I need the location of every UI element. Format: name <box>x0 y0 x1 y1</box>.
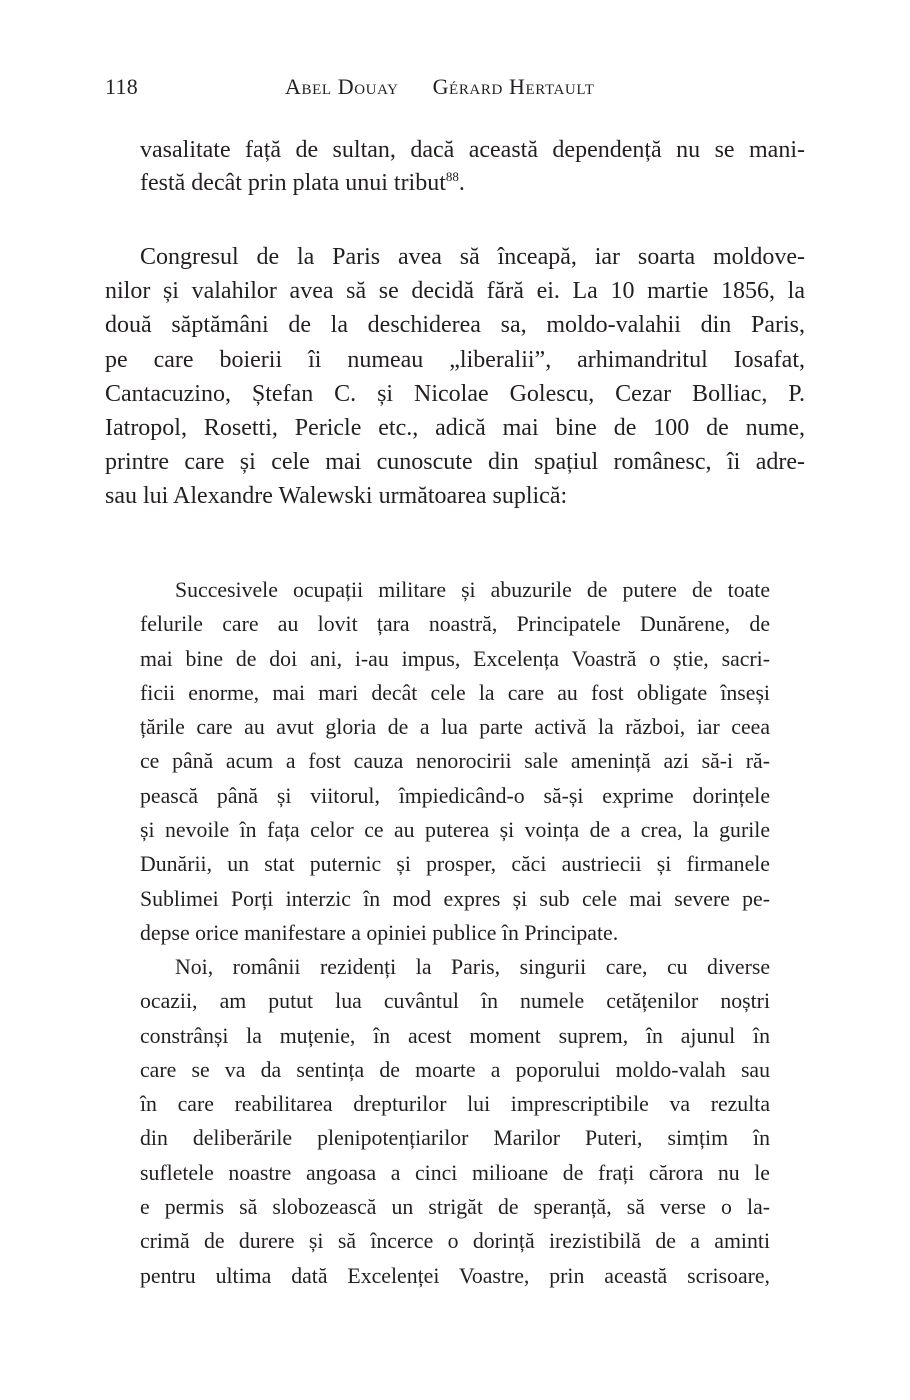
running-title <box>285 74 595 100</box>
text-line: sau lui Alexandre Walewski următoarea suplică: <box>105 483 568 510</box>
block-quote-paragraph-1 <box>140 573 770 950</box>
continued-quote-text <box>140 134 805 199</box>
text-line: nilor și valahilor avea să se decidă fără ei. La 10 martie 1856, la <box>105 278 805 305</box>
text-line: două săptămâni de la deschiderea sa, moldo-valahii din Paris, <box>105 312 805 339</box>
text-line: care se va da sentința de moarte a poporului moldo-valah sau <box>140 1057 770 1082</box>
text-line: ce până acum a fost cauza nenorocirii sale amenință azi să-i ră- <box>140 749 770 774</box>
author-abel-douay: Abel Douay <box>285 74 399 99</box>
text-line: Noi, românii rezidenți la Paris, singurii care, cu diverse <box>175 955 770 979</box>
text-line: sufletele noastre angoasa a cinci milioane de frați cărora nu le <box>140 1160 770 1185</box>
text-line: Sublimei Porți interzic în mod expres și sub cele mai severe pe- <box>140 886 770 911</box>
footnote-reference: 88 <box>445 168 459 184</box>
text-line: crimă de durere și să încerce o dorință irezistibilă de a aminti <box>140 1229 770 1254</box>
text-line: vasalitate față de sultan, dacă această dependență nu se mani- <box>140 137 805 163</box>
text-line: mai bine de doi ani, i-au impus, Excelența Voastră o știe, sacri- <box>140 646 770 671</box>
text-line: Succesivele ocupații militare și abuzurile de putere de toate <box>175 578 770 602</box>
text-line: și nevoile în fața celor ce au puterea și voința de a crea, la gurile <box>140 818 770 843</box>
text-line: țările care au avut gloria de a lua parte activă la război, iar ceea <box>140 715 770 740</box>
text-line: ficii enorme, mai mari decât cele la care au fost obligate înseși <box>140 680 770 705</box>
text-line: Cantacuzino, Ștefan C. și Nicolae Golescu, Cezar Bolliac, P. <box>105 380 805 407</box>
page-number: 118 <box>105 74 139 99</box>
text-line: Iatropol, Rosetti, Pericle etc., adică mai bine de 100 de nume, <box>105 414 805 441</box>
running-header <box>105 74 805 106</box>
text-line: pească până și viitorul, împiedicând-o să-și exprime dorințele <box>140 783 770 808</box>
text-line: ocazii, am putut lua cuvântul în numele cetățenilor noștri <box>140 989 770 1014</box>
body-paragraph <box>105 240 805 514</box>
author-gerard-hertault: Gérard Hertault <box>432 74 595 99</box>
text-line: printre care și cele mai cunoscute din spațiul românesc, îi adre- <box>105 449 805 476</box>
text-line: e permis să slobozească un strigăt de speranță, să verse o la- <box>140 1195 770 1220</box>
text-line: Congresul de la Paris avea să înceapă, iar soarta moldove- <box>140 244 805 270</box>
text-line: pe care boierii îi numeau „liberalii”, arhimandritul Iosafat, <box>105 346 805 373</box>
text-line: felurile care au lovit țara noastră, Principatele Dunărene, de <box>140 612 770 637</box>
block-quote-paragraph-2 <box>140 950 770 1293</box>
text-line: festă decât prin plata unui tribut$^{88}$. <box>140 168 465 196</box>
text-line: din deliberările plenipotențiarilor Marilor Puteri, simțim în <box>140 1126 770 1151</box>
text-line: pentru ultima dată Excelenței Voastre, prin această scrisoare, <box>140 1263 770 1288</box>
text-line: în care reabilitarea drepturilor lui imprescriptibile va rezulta <box>140 1092 770 1117</box>
text-line: constrânși la muțenie, în acest moment suprem, în ajunul în <box>140 1023 770 1048</box>
text-line: depse orice manifestare a opiniei publice în Principate. <box>140 920 619 945</box>
text-line: Dunării, un stat puternic și prosper, căci austriecii și firmanele <box>140 852 770 877</box>
